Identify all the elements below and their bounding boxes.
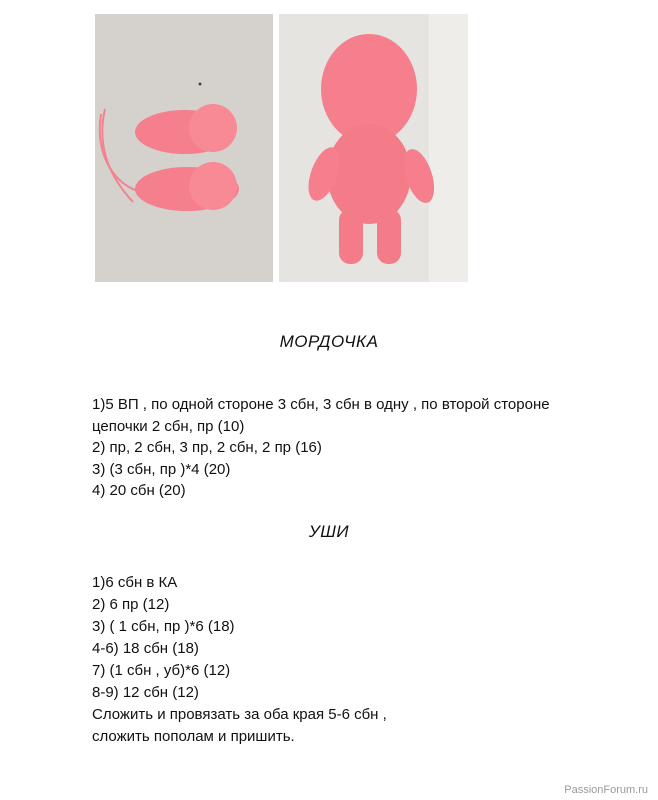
photo-ear-pieces: [95, 14, 273, 282]
instruction-line: 1)6 сбн в КА: [92, 574, 178, 591]
instruction-line: 8-9) 12 сбн (12): [92, 684, 199, 701]
photo-doll-body: [279, 14, 468, 282]
instruction-line: 4) 20 сбн (20): [92, 482, 186, 499]
instruction-line: сложить пополам и пришить.: [92, 728, 295, 745]
ears-instructions: [92, 572, 632, 748]
instruction-line: 2) пр, 2 сбн, 3 пр, 2 сбн, 2 пр (16): [92, 439, 322, 456]
instruction-line: 3) (3 сбн, пр )*4 (20): [92, 460, 231, 478]
muzzle-instructions: [92, 394, 632, 502]
instruction-line: Сложить и провязать за оба края 5-6 сбн ,: [92, 706, 387, 723]
instruction-line: 7) (1 сбн , уб)*6 (12): [92, 662, 231, 679]
section-title-ears: УШИ: [308, 522, 350, 541]
instruction-line: 1)5 ВП , по одной стороне 3 сбн, 3 сбн в одну , по второй стороне: [92, 396, 550, 413]
instruction-line: 4-6) 18 сбн (18): [92, 640, 199, 657]
section-title-muzzle: МОРДОЧКА: [279, 332, 379, 351]
instruction-line: 3) ( 1 сбн, пр )*6 (18): [92, 618, 235, 635]
instruction-line: цепочки 2 сбн, пр (10): [92, 417, 245, 435]
instruction-line: 2) 6 пр (12): [92, 596, 170, 613]
watermark: PassionForum.ru: [564, 784, 648, 796]
